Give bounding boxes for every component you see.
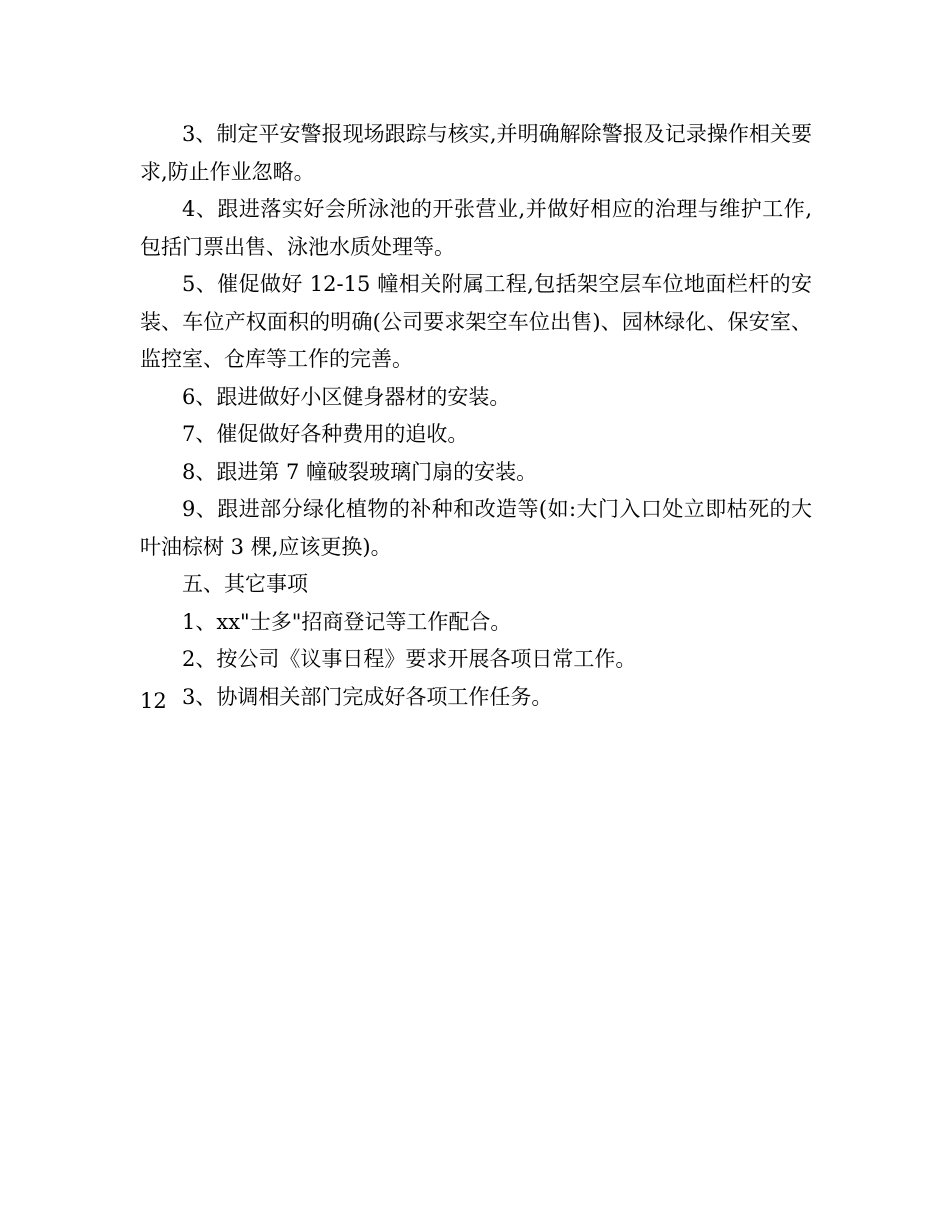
paragraph-other-1: 1、xx"士多"招商登记等工作配合。 xyxy=(182,609,512,634)
paragraph-item-4-pool: 4、跟进落实好会所泳池的开张营业,并做好相应的治理与维护工作,包括门票出售、泳池水质处理等。 xyxy=(140,197,812,259)
paragraph-item-8-glass: 8、跟进第 7 幢破裂玻璃门扇的安装。 xyxy=(182,459,538,484)
paragraph-item-6-fitness: 6、跟进做好小区健身器材的安装。 xyxy=(182,384,511,409)
paragraph-item-7-fees: 7、催促做好各种费用的追收。 xyxy=(182,422,469,446)
paragraph-other-3: 3、协调相关部门完成好各项工作任务。 xyxy=(182,684,553,709)
document-body xyxy=(140,116,812,716)
page-number: 12 xyxy=(140,689,167,713)
section-heading-other-matters: 五、其它事项 xyxy=(182,572,308,596)
paragraph-item-9-greening: 9、跟进部分绿化植物的补种和改造等(如:大门入口处立即枯死的大叶油棕树 3 棵,应该更换)。 xyxy=(140,497,812,559)
paragraph-item-3-alarm: 3、制定平安警报现场跟踪与核实,并明确解除警报及记录操作相关要求,防止作业忽略。 xyxy=(140,122,812,184)
paragraph-other-2: 2、按公司《议事日程》要求开展各项日常工作。 xyxy=(182,647,637,671)
paragraph-item-5-works: 5、催促做好 12-15 幢相关附属工程,包括架空层车位地面栏杆的安装、车位产权面积的明确(公司要求架空车位出售)、园林绿化、保安室、监控室、仓库等工作的完善。 xyxy=(140,272,812,371)
